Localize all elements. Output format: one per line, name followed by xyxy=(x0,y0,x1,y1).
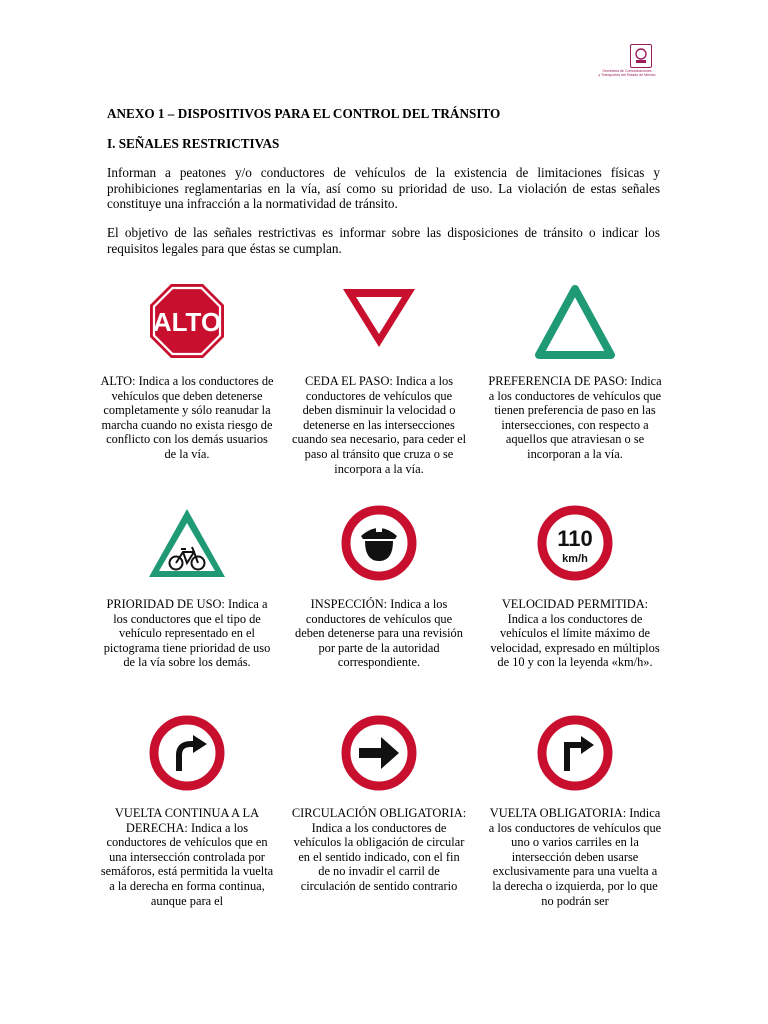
sign-description: PREFERENCIA DE PASO: Indica a los conductores de vehículos que tienen preferencia de paso en las intersecciones, con respecto a aquellos que atraviesan o se incorporan a la vía. xyxy=(488,374,662,461)
yield-sign-icon xyxy=(341,287,417,349)
logo xyxy=(596,44,658,80)
sign-description: CEDA EL PASO: Indica a los conductores de vehículos que deben disminuir la velocidad o detenerse en las intersecciones cuando sea necesario, para ceder el paso al tránsito que cruza o se incorpora a la vía. xyxy=(291,374,467,476)
sign-description: VUELTA CONTINUA A LA DERECHA: Indica a los conductores de vehículos que en una intersección controlada por semáforos, está permitida la vuelta a la derecha en forma continua, aunque para el xyxy=(100,806,274,908)
objective-paragraph: El objetivo de las señales restrictivas es informar sobre las disposiciones de tránsito o indicar los requisitos legales para que éstas se cumplan. xyxy=(107,225,660,256)
priority-triangle-icon xyxy=(535,283,615,359)
right-arrow-icon xyxy=(341,715,417,791)
logo-emblem-icon xyxy=(630,44,652,68)
mandatory-turn-right-icon xyxy=(537,715,613,791)
intro-paragraph: Informan a peatones y/o conductores de vehículos de la existencia de limitaciones físicas y prohibiciones reglamentarias en la vía, así como su prioridad de uso. La violación de estas señales constituye una infracción a la normatividad de tránsito. xyxy=(107,165,660,212)
sign-description: VELOCIDAD PERMITIDA: Indica a los conductores de vehículos el límite máximo de velocidad, expresado en múltiplos de 10 y con la leyenda «km/h». xyxy=(490,597,660,670)
sign-cell-vuelta-obligatoria xyxy=(487,715,663,908)
sign-description: INSPECCIÓN: Indica a los conductores de vehículos que deben detenerse para una revisión por parte de la autoridad correspondiente. xyxy=(295,597,463,670)
speed-value: 110 xyxy=(557,526,593,551)
curved-right-arrow-icon xyxy=(149,715,225,791)
sign-cell-ceda-el-paso xyxy=(291,283,467,476)
logo-text xyxy=(596,69,658,77)
inspection-sign-icon xyxy=(341,505,417,581)
sign-cell-inspeccion xyxy=(291,505,467,670)
logo-line-1: Secretaría de Comunicaciones xyxy=(602,69,652,73)
sign-cell-alto xyxy=(99,283,275,461)
sign-cell-prioridad-de-uso xyxy=(99,505,275,670)
stop-sign-icon xyxy=(149,283,225,359)
speed-unit: km/h xyxy=(562,553,588,565)
bicycle-triangle-icon xyxy=(145,505,229,581)
sign-description: PRIORIDAD DE USO: Indica a los conductores que el tipo de vehículo representado en el pictograma tiene prioridad de uso de la vía sobre los demás. xyxy=(103,597,271,670)
logo-line-2: y Transportes del Estado de México xyxy=(598,73,656,77)
sign-description: ALTO: Indica a los conductores de vehículos que deben detenerse completamente y sólo reanudar la marcha cuando no exista riesgo de conflicto con los demás usuarios de la vía. xyxy=(100,374,274,461)
document-title: ANEXO 1 – DISPOSITIVOS PARA EL CONTROL DEL TRÁNSITO xyxy=(107,106,501,121)
sign-cell-preferencia-de-paso xyxy=(487,283,663,461)
sign-cell-circulacion-obligatoria xyxy=(291,715,467,893)
sign-cell-velocidad-permitida xyxy=(487,505,663,670)
sign-description: CIRCULACIÓN OBLIGATORIA: Indica a los conductores de vehículos la obligación de circular en el sentido indicado, con el fin de no invadir el carril de circulación de sentido contrario xyxy=(291,806,467,893)
sign-cell-vuelta-continua xyxy=(99,715,275,908)
stop-sign-label: ALTO xyxy=(152,307,222,337)
sign-description: VUELTA OBLIGATORIA: Indica a los conductores de vehículos que uno o varios carriles en la intersección deben usarse exclusivamente para una vuelta a la derecha o izquierda, por lo que no podrán ser xyxy=(488,806,662,908)
section-heading: I. SEÑALES RESTRICTIVAS xyxy=(107,136,280,151)
speed-limit-icon xyxy=(537,505,613,581)
